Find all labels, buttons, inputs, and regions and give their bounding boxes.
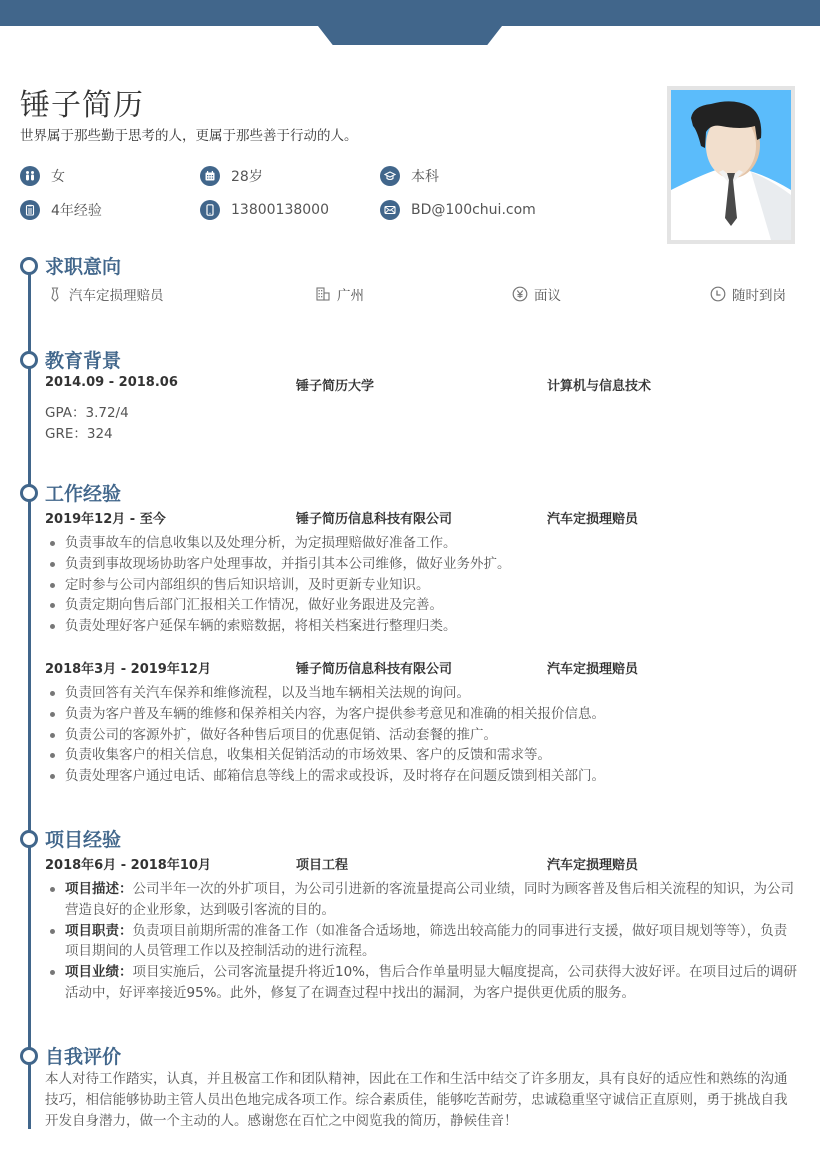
clipboard-icon bbox=[20, 200, 40, 220]
resume-name: 锤子简历 bbox=[20, 88, 144, 123]
list-item: 负责事故车的信息收集以及处理分析，为定损理赔做好准备工作。 bbox=[45, 533, 800, 554]
item-label: 项目职责： bbox=[65, 922, 133, 939]
age-value: 28岁 bbox=[231, 169, 263, 185]
motto: 世界属于那些勤于思考的人，更属于那些善于行动的人。 bbox=[20, 128, 358, 144]
info-degree bbox=[380, 166, 439, 186]
intent-city-value: 广州 bbox=[337, 288, 364, 304]
work-duties-list bbox=[45, 683, 800, 787]
intent-city bbox=[315, 284, 364, 304]
list-item bbox=[45, 921, 800, 963]
item-text: 项目实施后，公司客流量提升将近10%，售后合作单量明显大幅度提高，公司获得大波好评。在项目过后的调研活动中，好评率接近95%。此外，修复了在调查过程中找出的漏洞，为客户提供更优质的服务。 bbox=[65, 964, 798, 1001]
item-text: 公司半年一次的外扩项目，为公司引进新的客流量提高公司业绩，同时为顾客普及售后相关流程的知识，为公司营造良好的企业形象，达到吸引客流的目的。 bbox=[65, 881, 794, 918]
self-evaluation-text: 本人对待工作踏实，认真，并且极富工作和团队精神，因此在工作和生活中结交了许多朋友，具有良好的适应性和熟练的沟通技巧，相信能够协助主管人员出色地完成各项工作。综合素质佳，能够吃苦耐劳，忠诚稳重坚守诚信正直原则，勇于挑战自我开发自身潜力，做一个主动的人。感谢您在百忙之中阅览我的简历，静候佳音！ bbox=[45, 1071, 788, 1129]
timeline-node bbox=[20, 830, 38, 848]
profile-photo bbox=[667, 86, 795, 244]
avatar bbox=[671, 90, 791, 240]
phone-icon bbox=[200, 200, 220, 220]
list-item: 负责定期向售后部门汇报相关工作情况，做好业务跟进及完善。 bbox=[45, 595, 800, 616]
intent-availability-value: 随时到岗 bbox=[732, 288, 786, 304]
intent-position bbox=[47, 284, 164, 304]
graduation-cap-icon bbox=[380, 166, 400, 186]
work-company: 锤子简历信息科技有限公司 bbox=[296, 662, 453, 677]
work-period: 2018年3月 - 2019年12月 bbox=[45, 662, 211, 677]
project-period: 2018年6月 - 2018年10月 bbox=[45, 858, 211, 873]
tie-icon bbox=[47, 286, 63, 302]
clock-icon bbox=[710, 286, 726, 302]
intent-salary bbox=[512, 284, 561, 304]
item-label: 项目描述： bbox=[65, 881, 133, 897]
intent-availability bbox=[710, 284, 786, 304]
calendar-icon bbox=[200, 166, 220, 186]
timeline-node bbox=[20, 484, 38, 502]
work-company: 锤子简历信息科技有限公司 bbox=[296, 512, 453, 527]
list-item bbox=[45, 879, 800, 921]
email-value: BD@100chui.com bbox=[411, 202, 536, 218]
experience-value: 4年经验 bbox=[51, 203, 102, 219]
section-project bbox=[20, 825, 121, 852]
education-school: 锤子简历大学 bbox=[296, 379, 375, 394]
header-bar bbox=[0, 0, 820, 26]
education-period: 2014.09 - 2018.06 bbox=[45, 375, 178, 390]
education-gre: GRE：324 bbox=[45, 426, 113, 442]
list-item: 负责处理客户通过电话、邮箱信息等线上的需求或投诉，及时将存在问题反馈到相关部门。 bbox=[45, 766, 800, 787]
section-title: 项目经验 bbox=[45, 829, 122, 851]
project-name: 项目工程 bbox=[296, 858, 349, 873]
section-job-intent bbox=[20, 252, 121, 279]
section-title: 工作经验 bbox=[45, 483, 122, 505]
list-item: 负责为客户普及车辆的维修和保养相关内容，为客户提供参考意见和准确的相关报价信息。 bbox=[45, 704, 800, 725]
list-item: 负责处理好客户延保车辆的索赔数据，将相关档案进行整理归类。 bbox=[45, 616, 800, 637]
yen-icon bbox=[512, 286, 528, 302]
project-details-list bbox=[45, 879, 800, 1004]
list-item bbox=[45, 962, 800, 1004]
project-role: 汽车定损理赔员 bbox=[547, 858, 639, 873]
phone-value: 13800138000 bbox=[231, 202, 329, 218]
list-item: 负责公司的客源外扩，做好各种售后项目的优惠促销、活动套餐的推广。 bbox=[45, 725, 800, 746]
work-duties-list bbox=[45, 533, 800, 637]
intent-salary-value: 面议 bbox=[534, 288, 561, 304]
degree-value: 本科 bbox=[411, 169, 439, 185]
info-phone bbox=[200, 200, 329, 220]
section-title: 求职意向 bbox=[45, 256, 122, 278]
timeline-line bbox=[28, 264, 31, 1129]
work-role: 汽车定损理赔员 bbox=[547, 512, 639, 527]
timeline-node bbox=[20, 257, 38, 275]
list-item: 负责到事故现场协助客户处理事故，并指引其本公司维修，做好业务外扩。 bbox=[45, 554, 800, 575]
gender-value: 女 bbox=[51, 169, 65, 185]
info-gender bbox=[20, 166, 65, 186]
intent-position-value: 汽车定损理赔员 bbox=[69, 288, 164, 304]
info-age bbox=[200, 166, 263, 186]
header-tab-decoration bbox=[318, 26, 502, 45]
section-title: 教育背景 bbox=[45, 350, 122, 372]
education-gpa: GPA：3.72/4 bbox=[45, 405, 129, 421]
section-education bbox=[20, 346, 121, 373]
building-icon bbox=[315, 286, 331, 302]
timeline-node bbox=[20, 351, 38, 369]
item-text: 负责项目前期所需的准备工作（如准备合适场地，筛选出较高能力的同事进行支援，做好项目规划等等），负责项目期间的人员管理工作以及控制活动的进行流程。 bbox=[65, 922, 788, 960]
mail-icon bbox=[380, 200, 400, 220]
education-major: 计算机与信息技术 bbox=[547, 379, 652, 394]
list-item: 负责回答有关汽车保养和维修流程，以及当地车辆相关法规的询问。 bbox=[45, 683, 800, 704]
list-item: 负责收集客户的相关信息，收集相关促销活动的市场效果、客户的反馈和需求等。 bbox=[45, 745, 800, 766]
info-experience bbox=[20, 200, 102, 220]
work-role: 汽车定损理赔员 bbox=[547, 662, 639, 677]
timeline-node bbox=[20, 1047, 38, 1065]
info-email bbox=[380, 200, 536, 220]
section-self-evaluation bbox=[20, 1042, 121, 1069]
item-label: 项目业绩： bbox=[65, 964, 133, 981]
section-work bbox=[20, 479, 121, 506]
work-period: 2019年12月 - 至今 bbox=[45, 512, 166, 527]
section-title: 自我评价 bbox=[45, 1046, 122, 1068]
gender-icon bbox=[20, 166, 40, 186]
list-item: 定时参与公司内部组织的售后知识培训，及时更新专业知识。 bbox=[45, 575, 800, 596]
